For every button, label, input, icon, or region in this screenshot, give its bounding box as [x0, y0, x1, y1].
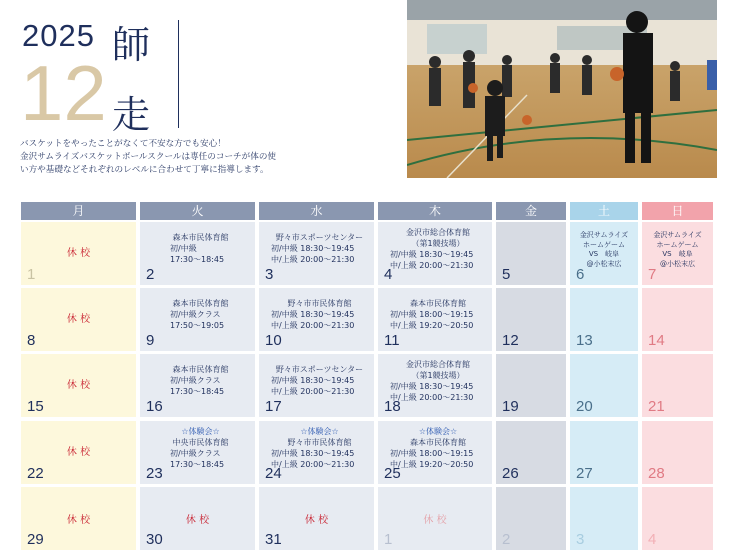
day-number: 31: [265, 531, 282, 548]
title-divider: [178, 20, 179, 128]
day-cell-sat: [570, 288, 638, 351]
closed-label: 休 校: [423, 515, 447, 526]
venue-name: 金沢サムライズ: [653, 231, 702, 239]
day-number: 29: [27, 531, 44, 548]
class-schedule: [148, 298, 253, 331]
day-cell-sat: [570, 222, 638, 285]
closed-label: 休 校: [304, 515, 329, 526]
class-time-line: 初/中級 18:30〜19:45: [390, 382, 474, 391]
class-schedule: [148, 426, 253, 470]
day-number: 7: [648, 266, 657, 283]
day-number: 22: [27, 465, 44, 482]
day-cell-sun: [642, 487, 713, 550]
venue-sub: ホームゲーム: [583, 240, 625, 249]
class-time-line: 中/上級 20:00〜21:30: [271, 255, 355, 264]
venue-name: 野々市市民体育館: [287, 438, 352, 447]
day-cell-thu: [378, 354, 492, 417]
day-cell-mon: [21, 421, 136, 484]
day-cell-sat: [570, 354, 638, 417]
day-cell-wed: [259, 222, 374, 285]
class-schedule: [386, 359, 490, 403]
day-cell-fri: [496, 421, 566, 484]
class-schedule: [148, 364, 253, 397]
intro-line: 金沢サムライズバスケットボールスクールは専任のコーチが体の使: [20, 152, 277, 162]
closed-label: 休 校: [66, 314, 91, 325]
class-schedule: [386, 426, 490, 470]
class-time-line: @小松末広: [660, 259, 695, 268]
venue-sub: ホームゲーム: [656, 240, 699, 249]
year-label: 2025: [22, 18, 95, 53]
day-cell-wed: [259, 354, 374, 417]
day-number: 25: [384, 465, 401, 482]
day-cell-sat: [570, 421, 638, 484]
day-number: 14: [648, 332, 665, 349]
basketball-practice-photo: [407, 0, 717, 178]
day-number: 16: [146, 398, 163, 415]
day-number: 26: [502, 465, 519, 482]
class-schedule: [267, 426, 372, 470]
class-time-line: 初/中級クラス: [170, 310, 221, 319]
class-schedule: [386, 227, 490, 271]
day-cell-sat: [570, 487, 638, 550]
closed-label: 休 校: [66, 515, 91, 526]
day-number: 4: [384, 266, 393, 283]
weekday-header-mon: 月: [21, 202, 136, 220]
class-schedule: [644, 231, 711, 269]
class-time-line: @小松末広: [586, 259, 622, 268]
intro-line: い方や基礎などそれぞれのレベルに合わせて丁寧に指導します。: [20, 165, 269, 175]
day-cell-thu: [378, 288, 492, 351]
trial-session-label: ☆体験会☆: [181, 427, 220, 436]
day-number: 20: [576, 398, 593, 415]
day-cell-wed: [259, 487, 374, 550]
class-time-line: VS 岐阜: [588, 250, 620, 258]
class-time-line: 中/上級 19:20〜20:50: [390, 460, 474, 469]
day-number: 13: [576, 332, 593, 349]
day-number: 18: [384, 398, 401, 415]
day-cell-fri: [496, 354, 566, 417]
day-number: 11: [384, 332, 400, 349]
closed-label: 休 校: [185, 515, 210, 526]
day-number: 3: [576, 531, 585, 548]
intro-text: [20, 138, 400, 177]
day-number: 8: [27, 332, 36, 349]
class-time-line: 初/中級クラス: [170, 449, 221, 458]
day-number: 21: [648, 398, 665, 415]
class-time-line: 中/上級 20:00〜21:30: [271, 460, 355, 469]
venue-sub: （第1競技場）: [411, 371, 465, 380]
weekday-header-tue: 火: [140, 202, 255, 220]
class-time-line: VS 岐阜: [662, 250, 693, 258]
class-schedule: [267, 364, 372, 397]
class-time-line: 初/中級: [170, 244, 197, 253]
closed-label: 休 校: [66, 447, 91, 458]
day-cell-fri: [496, 487, 566, 550]
day-cell-fri: [496, 222, 566, 285]
class-schedule: [572, 231, 636, 269]
class-time-line: 初/中級 18:00〜19:15: [390, 449, 474, 458]
venue-sub: （第1競技場）: [411, 239, 465, 248]
weekday-header-fri: 金: [496, 202, 566, 220]
closed-label: 休 校: [66, 248, 91, 259]
venue-name: 野々市スポーツセンター: [275, 365, 364, 374]
day-number: 3: [265, 266, 274, 283]
day-cell-wed: [259, 288, 374, 351]
venue-name: 中央市民体育館: [172, 438, 229, 447]
day-cell-mon: [21, 487, 136, 550]
day-cell-tue: [140, 354, 255, 417]
class-schedule: [267, 298, 372, 331]
day-number: 27: [576, 465, 593, 482]
day-number: 2: [502, 531, 511, 548]
day-cell-wed: [259, 421, 374, 484]
day-cell-tue: [140, 487, 255, 550]
day-number: 12: [502, 332, 519, 349]
class-time-line: 初/中級 18:00〜19:15: [390, 310, 474, 319]
class-time-line: 中/上級 19:20〜20:50: [390, 321, 474, 330]
day-cell-mon: [21, 354, 136, 417]
class-time-line: 17:30〜18:45: [170, 387, 225, 396]
class-time-line: 中/上級 20:00〜21:30: [390, 261, 474, 270]
day-cell-thu: [378, 421, 492, 484]
day-cell-mon: [21, 288, 136, 351]
day-cell-thu: [378, 222, 492, 285]
day-cell-fri: [496, 288, 566, 351]
class-time-line: 17:50〜19:05: [170, 321, 225, 330]
class-time-line: 初/中級 18:30〜19:45: [271, 244, 355, 253]
day-number: 1: [384, 531, 393, 548]
venue-name: 金沢市総合体育館: [406, 228, 470, 237]
venue-name: 野々市市民体育館: [287, 299, 352, 308]
day-number: 5: [502, 266, 511, 283]
venue-name: 金沢サムライズ: [579, 231, 629, 239]
class-time-line: 初/中級 18:30〜19:45: [271, 376, 355, 385]
trial-session-label: ☆体験会☆: [300, 427, 339, 436]
class-time-line: 中/上級 20:00〜21:30: [271, 321, 355, 330]
class-time-line: 初/中級 18:30〜19:45: [390, 250, 474, 259]
intro-line: バスケットをやったことがなくて不安な方でも安心！: [20, 139, 226, 149]
day-cell-tue: [140, 222, 255, 285]
weekday-header-wed: 水: [259, 202, 374, 220]
day-number: 6: [576, 266, 585, 283]
weekday-header-sat: 土: [570, 202, 638, 220]
day-cell-sun: [642, 288, 713, 351]
day-number: 2: [146, 266, 155, 283]
class-time-line: 中/上級 20:00〜21:30: [271, 387, 355, 396]
day-cell-tue: [140, 288, 255, 351]
month-number: 12: [20, 49, 107, 137]
month-kanji-bottom: 走: [112, 93, 151, 137]
day-cell-mon: [21, 222, 136, 285]
class-schedule: [267, 232, 372, 265]
trial-session-label: ☆体験会☆: [418, 427, 458, 436]
month-kanji-top: 師: [112, 23, 151, 67]
day-number: 17: [265, 398, 282, 415]
day-number: 4: [648, 531, 657, 548]
day-number: 1: [27, 266, 36, 283]
class-time-line: 中/上級 20:00〜21:30: [390, 393, 474, 402]
day-cell-sun: [642, 222, 713, 285]
class-time-line: 初/中級 18:30〜19:45: [271, 310, 355, 319]
class-time-line: 17:30〜18:45: [170, 255, 225, 264]
venue-name: 森本市民体育館: [410, 299, 466, 308]
class-time-line: 初/中級 18:30〜19:45: [271, 449, 355, 458]
day-number: 23: [146, 465, 163, 482]
class-schedule: [386, 298, 490, 331]
weekday-header-sun: 日: [642, 202, 713, 220]
day-number: 15: [27, 398, 44, 415]
day-number: 28: [648, 465, 665, 482]
venue-name: 森本市民体育館: [172, 365, 229, 374]
venue-name: 森本市民体育館: [172, 299, 229, 308]
day-number: 9: [146, 332, 155, 349]
venue-name: 野々市スポーツセンター: [275, 233, 364, 242]
closed-label: 休 校: [66, 380, 91, 391]
day-number: 19: [502, 398, 519, 415]
day-number: 10: [265, 332, 282, 349]
day-cell-tue: [140, 421, 255, 484]
class-time-line: 17:30〜18:45: [170, 460, 225, 469]
day-cell-thu: [378, 487, 492, 550]
class-time-line: 初/中級クラス: [170, 376, 221, 385]
venue-name: 金沢市総合体育館: [406, 360, 470, 369]
day-number: 30: [146, 531, 163, 548]
class-schedule: [148, 232, 253, 265]
weekday-header-thu: 木: [378, 202, 492, 220]
venue-name: 森本市民体育館: [172, 233, 229, 242]
day-cell-sun: [642, 421, 713, 484]
day-cell-sun: [642, 354, 713, 417]
venue-name: 森本市民体育館: [410, 438, 466, 447]
day-number: 24: [265, 465, 282, 482]
